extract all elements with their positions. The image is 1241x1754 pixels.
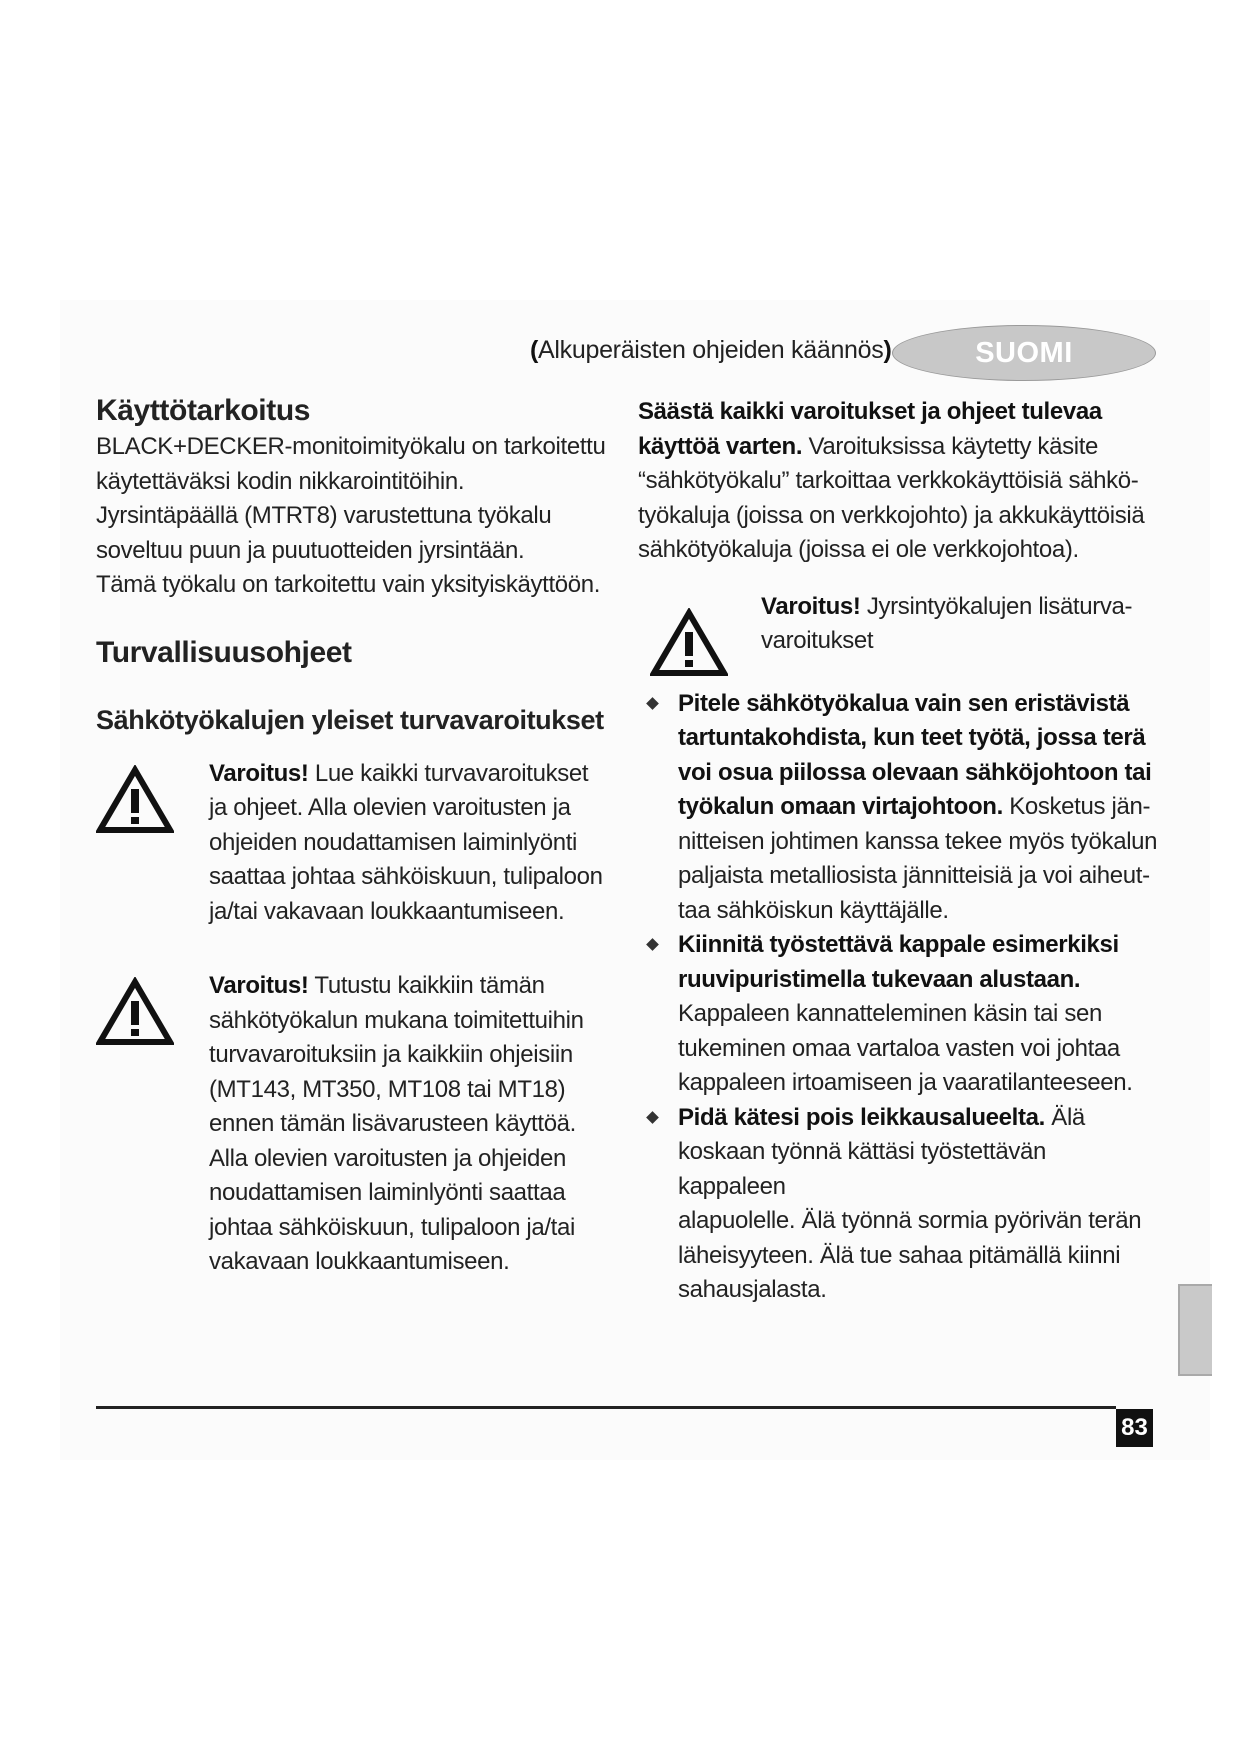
warning-block-1 [96, 757, 616, 930]
warning-text-1: Varoitus! Lue kaikki turvavaroitukset ja ohjeet. Alla olevien varoitusten ja ohjeiden noudattamisen laiminlyönti saattaa johtaa sähköiskuun, tulipaloon ja/tai vakavaan loukkaantumiseen. [209, 759, 603, 925]
warning-text-2: Varoitus! Tutustu kaikkiin tämän sähkötyökalun mukana toimitettuihin turvavaroituksiin ja kaikkiin ohjeisiin (MT143, MT350, MT108 tai MT18) ennen tämän lisävarusteen käyttöä. Alla olevien varoitusten ja ohjeiden noudattamisen laiminlyönti saattaa johtaa sähköiskuun, tulipaloon ja/tai vakavaan loukkaantumiseen. [209, 972, 584, 1275]
router-warning-block [638, 590, 1158, 659]
intended-use-text: BLACK+DECKER-monitoimityökalu on tarkoitettu käytettäväksi kodin nikkarointitöihin. Jyrsintäpäällä (MTRT8) varustettuna työkalu soveltuu puun ja puutuotteiden jyrsintään. Tämä työkalu on tarkoitettu vain yksityiskäyttöön. [96, 433, 606, 598]
intended-use-title: Käyttötarkoitus [96, 394, 311, 427]
save-instructions: Säästä kaikki varoitukset ja ohjeet tulevaa käyttöä varten. Varoituksissa käytetty käsite “sähkötyökalu” tarkoittaa verkkokäyttöisiä sähkö- työkaluja (joissa on verkkojohto) ja akkukäyttöisiä sähkötyökaluja (joissa ei ole verkkojohtoa). [638, 398, 1145, 563]
list-item: Pidä kätesi pois leikkausalueelta. Älä koskaan työnnä kättäsi työstettävän kappaleen alapuolelle. Älä työnnä sormia pyörivän terän läheisyyteen. Älä tue sahaa pitämällä kiinni sahausjalasta. [638, 1101, 1158, 1308]
warning-triangle-icon [96, 977, 174, 1047]
list-item: Pitele sähkötyökalua vain sen eristävistä tartuntakohdista, kun teet työtä, jossa terä voi osua piilossa olevaan sähköjohtoon tai työkalun omaan virtajohtoon. Kosketus jän- nitteisen johtimen kanssa tekee myös työkalun paljaista metalliosista jännitteisiä ja voi aiheut- taa sähköiskun käyttäjälle. [638, 687, 1158, 929]
language-label: SUOMI [975, 336, 1073, 369]
right-column [638, 395, 1158, 1308]
router-safety-list [638, 687, 1158, 1308]
bullet-diamond-icon [646, 697, 659, 710]
translation-note: (Alkuperäisten ohjeiden käännös) [530, 336, 892, 364]
bullet-diamond-icon [646, 1111, 659, 1124]
warning-triangle-icon [96, 765, 174, 835]
router-warning-text: Varoitus! Jyrsintyökalujen lisäturva- varoitukset [761, 592, 1133, 654]
section-thumb-tab [1178, 1284, 1212, 1376]
list-item: Kiinnitä työstettävä kappale esimerkiksi ruuvipuristimella tukevaan alustaan. Kappaleen kannatteleminen käsin tai sen tukeminen omaa vartaloa vasten voi johtaa kappaleen irtoamiseen ja vaaratilanteeseen. [638, 928, 1158, 1101]
bullet-diamond-icon [646, 938, 659, 951]
warning-triangle-icon [650, 608, 728, 678]
page-number: 83 [1116, 1409, 1153, 1447]
warning-block-2 [96, 969, 616, 1280]
safety-title: Turvallisuusohjeet [96, 635, 352, 669]
language-badge [892, 325, 1156, 381]
general-warnings-subtitle: Sähkötyökalujen yleiset turvavaroitukset [96, 704, 604, 735]
footer-rule [96, 1406, 1116, 1409]
left-column [96, 392, 616, 1280]
